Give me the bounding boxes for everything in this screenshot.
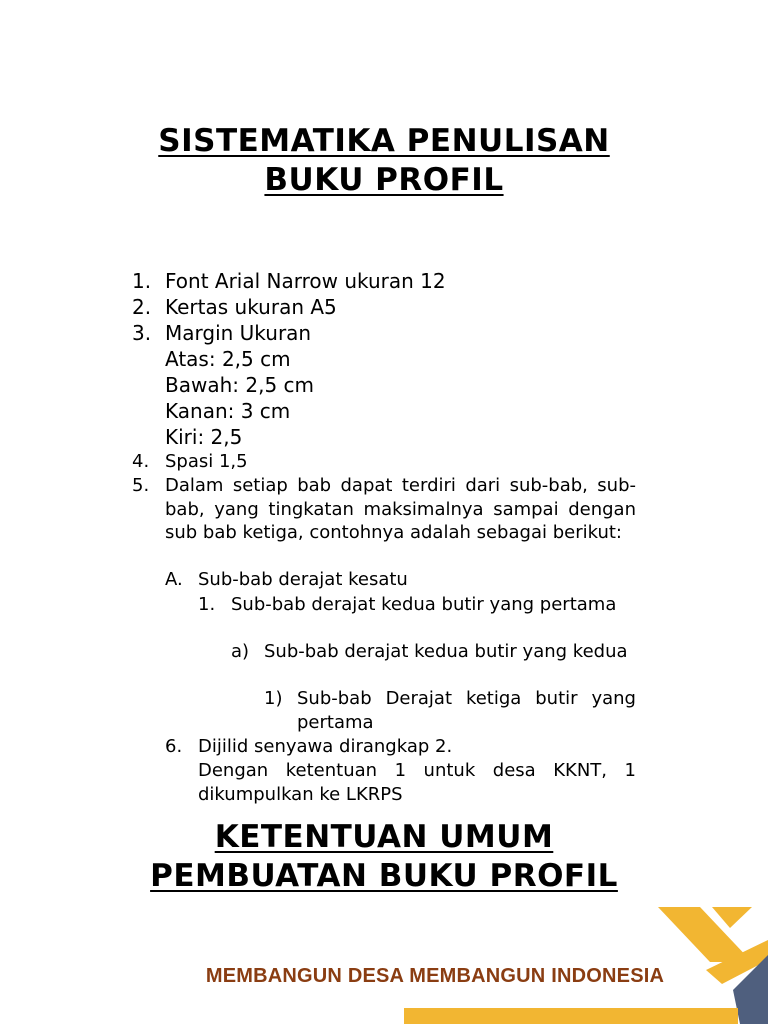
list-number: 6. [165, 736, 183, 757]
list-number: 1. [132, 269, 152, 293]
list-number: 2. [132, 295, 152, 319]
page-title-line-2: BUKU PROFIL [264, 162, 504, 198]
list-item-text: Dijilid senyawa dirangkap 2. [198, 736, 453, 757]
margin-left-line: Kiri: 2,5 [165, 425, 243, 449]
gold-stripe-top-right [712, 907, 752, 928]
list-number: 3. [132, 321, 152, 345]
list-item-text: Dengan ketentuan 1 untuk desa KKNT, 1 dikumpulkan ke LKRPS [198, 760, 636, 805]
list-number: A. [165, 569, 183, 590]
margin-right-line: Kanan: 3 cm [165, 399, 291, 423]
gold-bottom-bar [404, 1008, 738, 1024]
margin-bottom-line: Bawah: 2,5 cm [165, 373, 315, 397]
margin-top-line: Atas: 2,5 cm [165, 347, 291, 371]
list-item-text: Sub-bab derajat kesatu [198, 569, 408, 590]
section-title-line-1: KETENTUAN UMUM [214, 819, 554, 855]
list-number: a) [231, 641, 250, 662]
page-title-line-1: SISTEMATIKA PENULISAN [158, 123, 610, 159]
list-item-text: Dalam setiap bab dapat terdiri dari sub-bab, sub-bab, yang tingkatan maksimalnya sampai dengan sub bab ketiga, contohnya adalah sebagai berikut: [165, 475, 636, 543]
list-number: 4. [132, 451, 150, 472]
list-number: 5. [132, 475, 150, 496]
section-title-line-2: PEMBUATAN BUKU PROFIL [150, 858, 618, 894]
list-item-text: Sub-bab derajat kedua butir yang pertama [231, 594, 617, 615]
list-item-text: Font Arial Narrow ukuran 12 [165, 269, 446, 293]
list-item-text: Spasi 1,5 [165, 451, 248, 472]
footer-tagline: MEMBANGUN DESA MEMBANGUN INDONESIA [205, 965, 665, 987]
list-item-text: Kertas ukuran A5 [165, 295, 337, 319]
list-item-text: Margin Ukuran [165, 321, 312, 345]
list-item-text: Sub-bab Derajat ketiga butir yang pertama [297, 688, 636, 733]
list-number: 1) [264, 688, 283, 709]
list-number: 1. [198, 594, 216, 615]
list-item-text: Sub-bab derajat kedua butir yang kedua [264, 641, 628, 662]
